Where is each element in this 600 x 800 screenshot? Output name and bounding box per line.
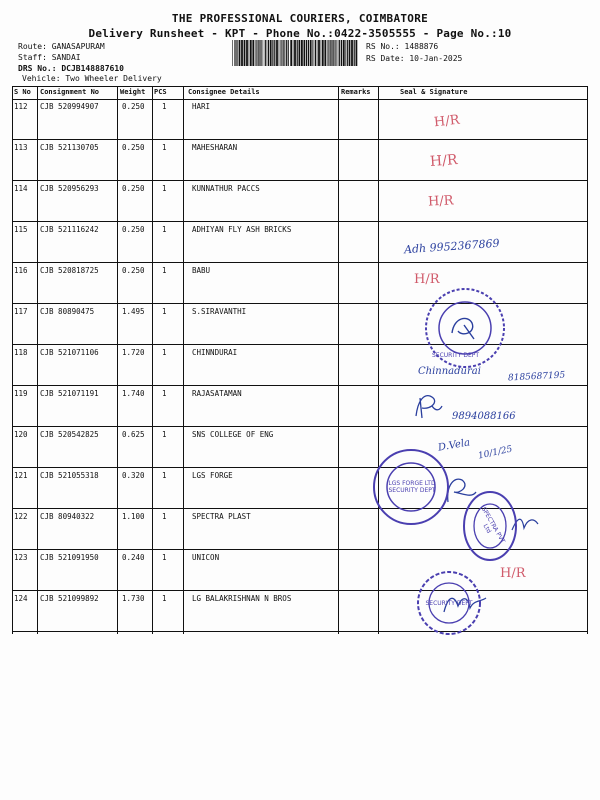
cell-sno: 122 [14,512,28,521]
cell-weight: 0.625 [122,430,145,439]
cell-sno: 115 [14,225,28,234]
cell-pcs: 1 [162,307,167,316]
route-label: Route: GANASAPURAM [18,42,105,51]
cell-pcs: 1 [162,512,167,521]
cell-weight: 0.250 [122,184,145,193]
cell-consignee: S.SIRAVANTHI [192,307,247,316]
stamp-lgs-forge-text: LGS FORGE LTD SECURITY DEPT [388,480,436,494]
cell-consignment: CJB 520818725 [40,266,99,275]
cell-consignee: LG BALAKRISHNAN N BROS [192,594,292,603]
signature-sns-date: 10/1/25 [477,444,514,462]
cell-consignee: KUNNATHUR PACCS [192,184,260,193]
signature-sns: D.Vela [437,437,471,454]
cell-sno: 124 [14,594,28,603]
cell-weight: 0.240 [122,553,145,562]
table-row [12,344,588,386]
cell-pcs: 1 [162,553,167,562]
cell-sno: 120 [14,430,28,439]
rs-number: RS No.: 1488876 [366,42,439,51]
cell-consignment: CJB 80890475 [40,307,95,316]
cell-pcs: 1 [162,594,167,603]
cell-sno: 123 [14,553,28,562]
cell-consignment: CJB 521130705 [40,143,99,152]
cell-weight: 0.250 [122,102,145,111]
table-row [12,180,588,222]
signature-scribble-119 [410,390,446,420]
cell-sno: 119 [14,389,28,398]
cell-consignment: CJB 80940322 [40,512,95,521]
cell-pcs: 1 [162,266,167,275]
col-sno: S No [14,88,31,96]
signature-hr-112: H/R [433,112,461,131]
col-remarks: Remarks [341,88,371,96]
cell-sno: 112 [14,102,28,111]
cell-sno: 114 [14,184,28,193]
cell-sno: 117 [14,307,28,316]
cell-pcs: 1 [162,102,167,111]
col-consignee: Consignee Details [188,88,260,96]
cell-weight: 1.495 [122,307,145,316]
signature-chinndurai: Chinnadurai [418,366,481,377]
signature-hr-116: H/R [414,272,440,287]
drs-label: DRS No.: DCJB148887610 [18,64,124,73]
cell-pcs: 1 [162,471,167,480]
cell-sno: 118 [14,348,28,357]
cell-sno: 113 [14,143,28,152]
cell-pcs: 1 [162,143,167,152]
signature-adhiyan: Adh 9952367869 [403,236,500,257]
cell-weight: 0.250 [122,143,145,152]
cell-pcs: 1 [162,184,167,193]
cell-sno: 121 [14,471,28,480]
table-row [12,98,588,140]
col-weight: Weight [120,88,146,96]
cell-consignee: SPECTRA PLAST [192,512,251,521]
cell-consignment: CJB 521071191 [40,389,99,398]
stamp-security-text-1: SECURITY DEPT [432,352,480,359]
cell-weight: 1.730 [122,594,145,603]
vehicle-label: Vehicle: Two Wheeler Delivery [22,74,162,83]
cell-consignment: CJB 521055318 [40,471,99,480]
cell-weight: 0.320 [122,471,145,480]
stamp-security-text-2: SECURITY DEPT [425,600,473,607]
cell-weight: 0.250 [122,225,145,234]
signature-hr-114: H/R [427,193,454,210]
cell-pcs: 1 [162,225,167,234]
cell-pcs: 1 [162,430,167,439]
cell-consignee: BABU [192,266,211,275]
cell-consignee: ADHIYAN FLY ASH BRICKS [192,225,292,234]
signature-hr-123: H/R [500,566,526,581]
staff-label: Staff: SANDAI [18,53,81,62]
cell-consignee: SNS COLLEGE OF ENG [192,430,274,439]
cell-consignment: CJB 520956293 [40,184,99,193]
cell-consignment: CJB 521099892 [40,594,99,603]
col-pcs: PCS [154,88,167,96]
barcode-icon [232,40,360,66]
cell-sno: 116 [14,266,28,275]
stamp-spectra-text: SPECTRA PVT Ltd [479,506,507,545]
runsheet-title: THE PROFESSIONAL COURIERS, COIMBATORE [171,12,429,25]
cell-consignee: LGS FORGE [192,471,233,480]
table-row [12,139,588,181]
signature-rajasataman-phone: 9894088166 [452,411,516,422]
cell-consignment: CJB 521071106 [40,348,99,357]
table-row [12,221,588,263]
cell-consignee: UNICON [192,553,220,562]
cell-pcs: 1 [162,389,167,398]
cell-consignment: CJB 520994907 [40,102,99,111]
col-consignment: Consignment No [40,88,100,96]
cell-consignment: CJB 521116242 [40,225,99,234]
cell-consignee: HARI [192,102,211,111]
cell-consignment: CJB 520542825 [40,430,99,439]
runsheet-subtitle: Delivery Runsheet - KPT - Phone No.:0422-3505555 - Page No.:10 [88,27,512,40]
rs-date: RS Date: 10-Jan-2025 [366,54,463,63]
cell-consignee: CHINNDURAI [192,348,238,357]
cell-consignee: MAHESHARAN [192,143,238,152]
cell-consignment: CJB 521091950 [40,553,99,562]
cell-weight: 1.100 [122,512,145,521]
signature-hr-113: H/R [429,152,458,170]
table-row [12,590,588,632]
cell-weight: 1.720 [122,348,145,357]
col-seal: Seal & Signature [400,88,468,96]
cell-consignee: RAJASATAMAN [192,389,242,398]
cell-weight: 0.250 [122,266,145,275]
cell-weight: 1.740 [122,389,145,398]
signature-chinndurai-phone: 8185687195 [507,370,566,384]
table-row [12,262,588,304]
cell-pcs: 1 [162,348,167,357]
